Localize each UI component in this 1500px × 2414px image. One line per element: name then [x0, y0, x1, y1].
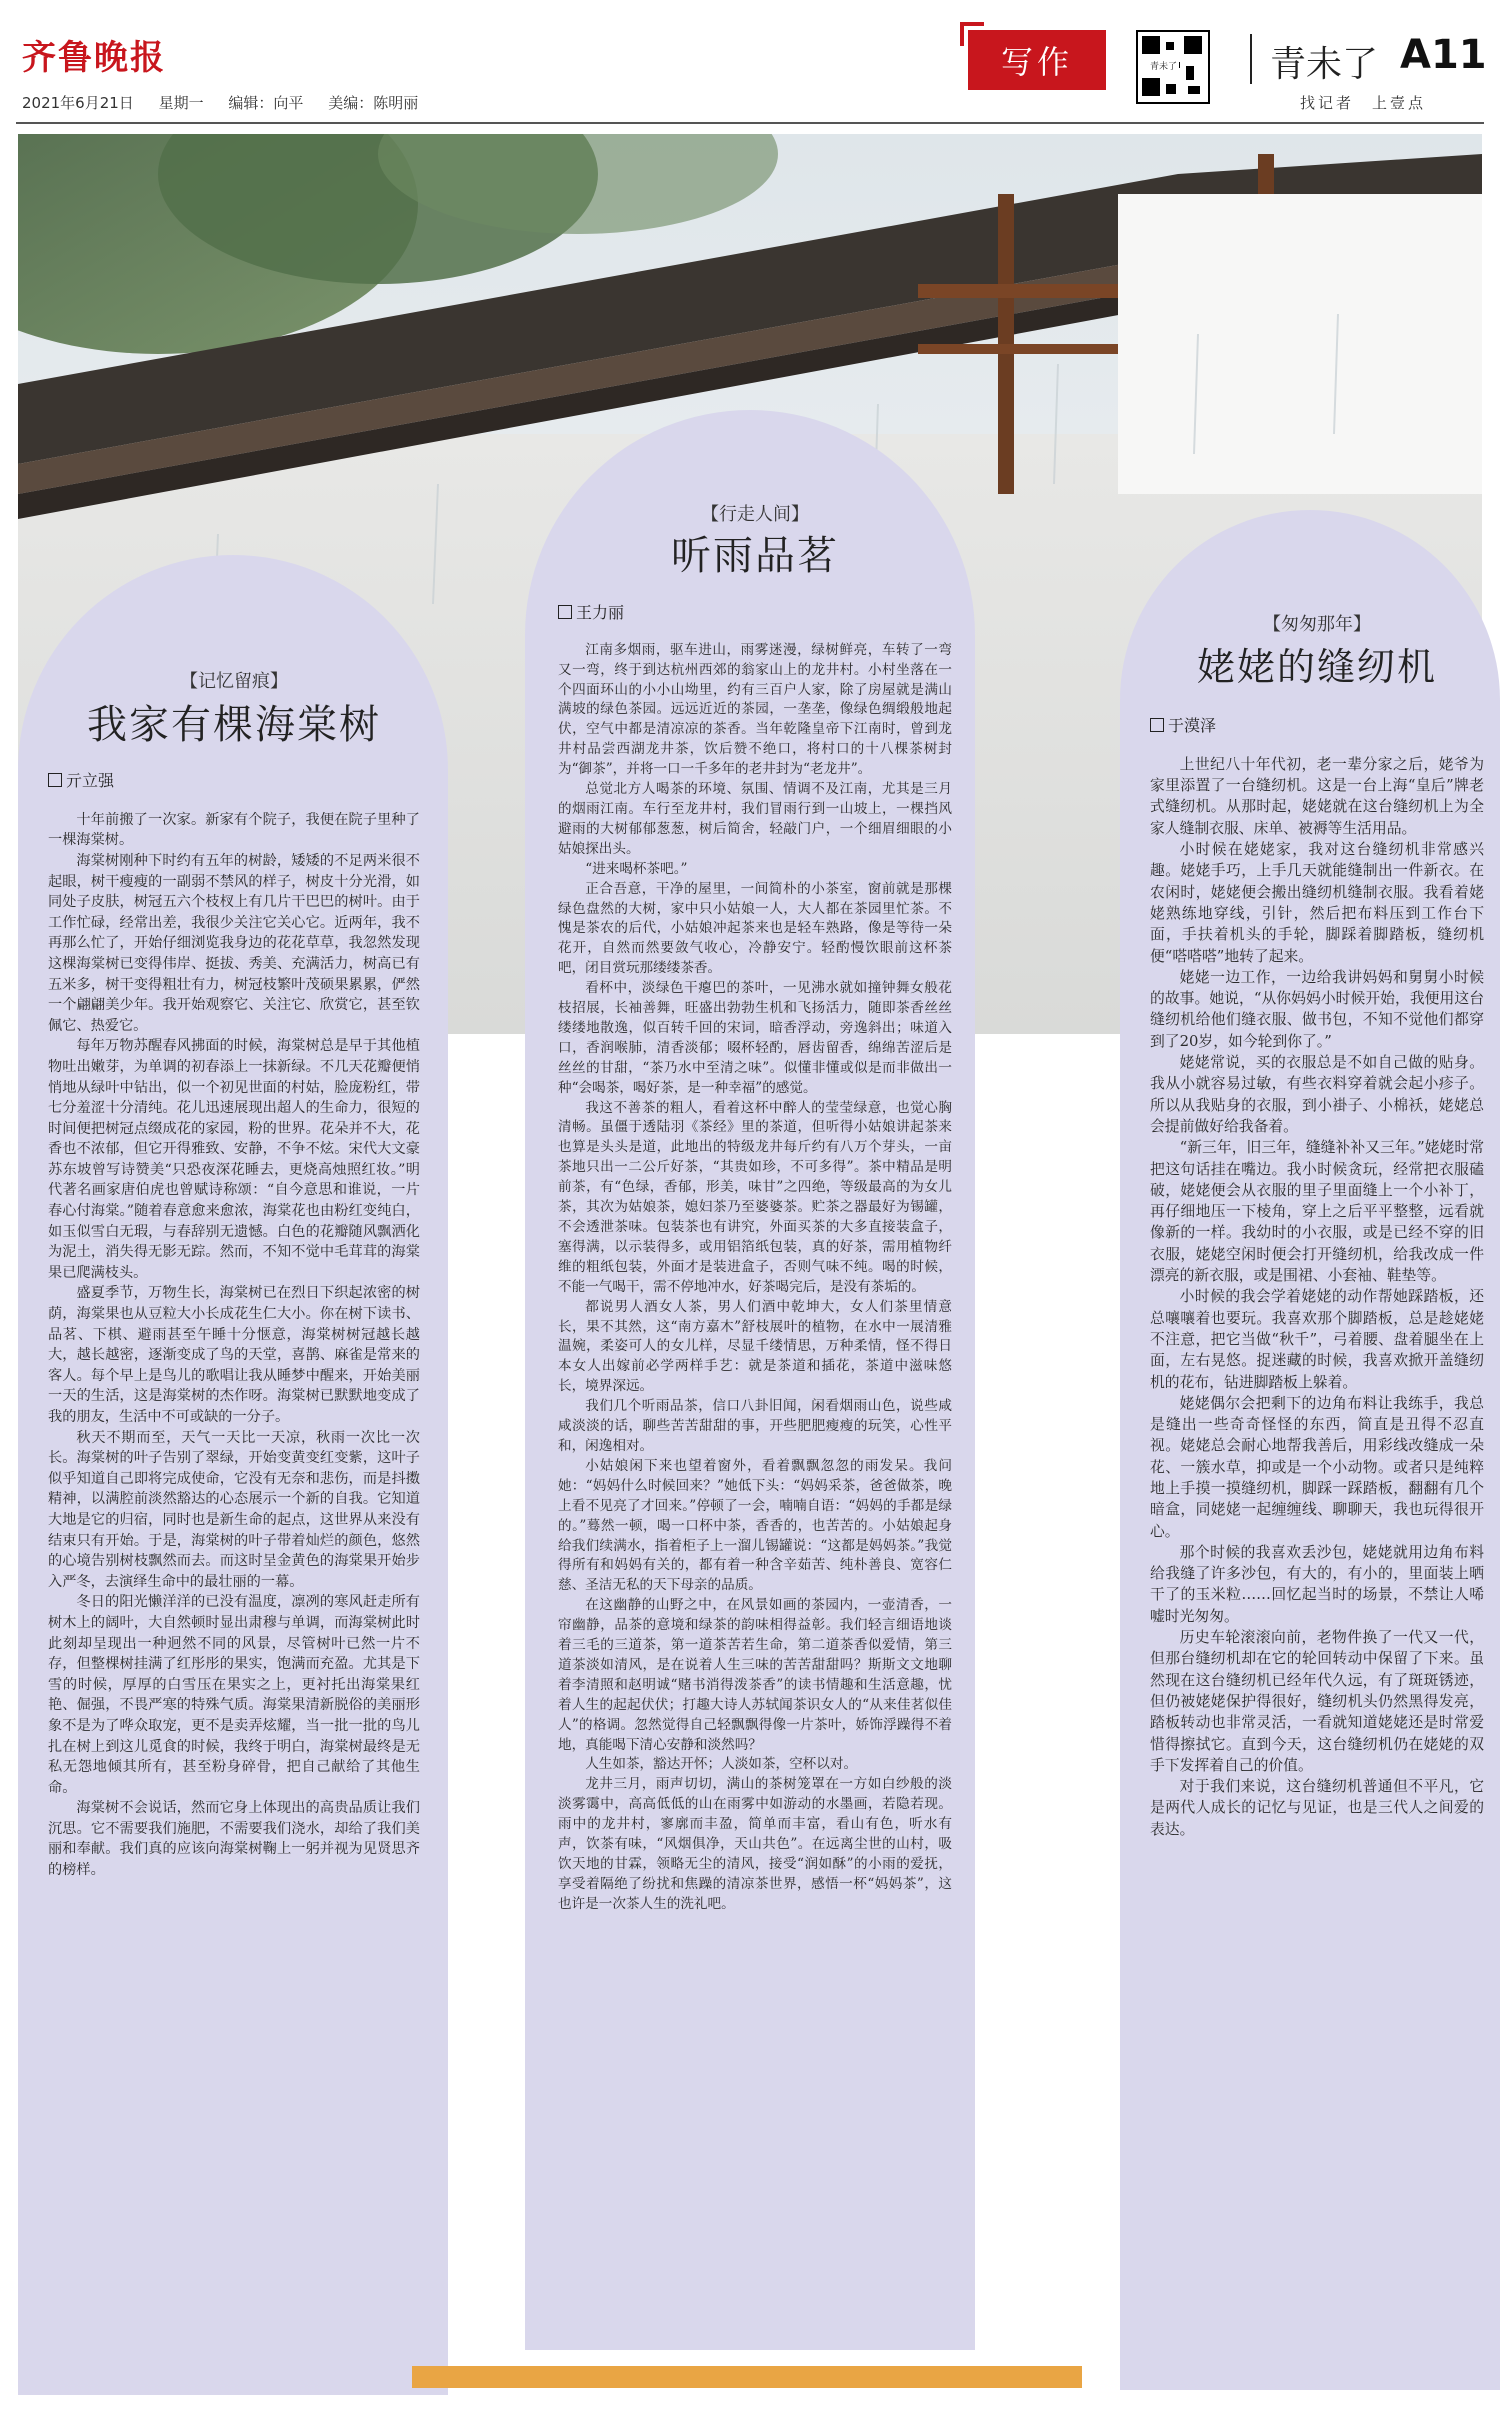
page-number: A11 — [1400, 32, 1487, 78]
article-author: 于漠泽 — [1150, 715, 1484, 736]
paragraph: 我们几个听雨品茶，信口八卦旧闻，闲看烟雨山色，说些咸咸淡淡的话，聊些苦苦甜甜的事，开些肥肥瘦瘦的玩笑，心性平和，闲逸相对。 — [558, 1398, 952, 1454]
slogan: 找记者 上壹点 — [1300, 94, 1427, 112]
paragraph: 历史车轮滚滚向前，老物件换了一代又一代，但那台缝纫机却在它的轮回转动中保留了下来。虽然现在这台缝纫机已经年代久远，有了斑斑锈迹，但仍被姥姥保护得很好，缝纫机头仍然黑得发亮，踏板转动也非常灵活，一看就知道姥姥还是时常爱惜得擦拭它。直到今天，这台缝纫机仍在姥姥的双手下发挥着自己的价值。 — [1150, 1629, 1484, 1774]
weekday: 星期一 — [158, 94, 204, 112]
header-rule — [16, 122, 1484, 124]
paragraph: 海棠树不会说话，然而它身上体现出的高贵品质让我们沉思。它不需要我们施肥，不需要我们浇水，却给了我们美丽和奉献。我们真的应该向海棠树鞠上一躬并视为见贤思齐的榜样。 — [48, 1800, 420, 1879]
header-divider — [1250, 34, 1252, 84]
paragraph: 小姑娘闲下来也望着窗外，看着飘飘忽忽的雨发呆。我问她：“妈妈什么时候回来？”她低下头：“妈妈采茶，爸爸做茶，晚上看不见亮了才回来。”停顿了一会，喃喃自语：“妈妈的手都是绿的。”蓦然一顿，喝一口杯中茶，香香的，也苦苦的。小姑娘起身给我们续满水，指着柜子上一溜儿锡罐说：“这都是妈妈茶。”我觉得所有和妈妈有关的，都有着一种含辛茹苦、纯朴善良、宽容仁慈、圣洁无私的天下母亲的品质。 — [558, 1457, 952, 1594]
bottom-accent-bar — [412, 2366, 1082, 2388]
paragraph: 海棠树刚种下时约有五年的树龄，矮矮的不足两米很不起眼，树干瘦瘦的一副弱不禁风的样子，树皮十分光滑，如同处子皮肤，树冠五六个枝杈上有几片干巴巴的树叶。由于工作忙碌，经常出差，我很少关注它关心它。近两年，我不再那么忙了，开始仔细浏览我身边的花花草草，我忽然发现这棵海棠树已变得伟岸、挺拔、秀美、充满活力，树高已有五米多，树干变得粗壮有力，树冠枝繁叶茂硕果累累，俨然一个翩翩美少年。我开始观察它、关注它、欣赏它，甚至钦佩它、热爱它。 — [48, 852, 420, 1034]
page-title: 青未了 — [1270, 44, 1379, 85]
qr-label: 青未了 — [1148, 58, 1179, 73]
paragraph: 在这幽静的山野之中，在风景如画的茶园内，一壶清香，一帘幽静，品茶的意境和绿茶的韵味相得益彰。我们轻言细语地谈着三毛的三道茶，第一道茶苦若生命，第二道茶香似爱情，第三道茶淡如清风，是在说着人生三味的苦苦甜甜吗？斯斯文文地聊着李清照和赵明诚“赌书消得泼茶香”的读书情趣和生活意趣，忧着人生的起起伏伏；打趣大诗人苏轼闻茶识女人的“从来佳茗似佳人”的格调。忽然觉得自己轻飘飘得像一片茶叶，娇饰浮躁得不着地，真能喝下清心安静和淡然吗？ — [558, 1597, 952, 1753]
article-title: 听雨品茗 — [671, 532, 839, 579]
designer: 美编：陈明丽 — [328, 94, 419, 112]
article-author: 亓立强 — [48, 771, 420, 792]
article-tag: 【行走人间】 — [701, 504, 809, 525]
paragraph: 十年前搬了一次家。新家有个院子，我便在院子里种了一棵海棠树。 — [48, 811, 420, 849]
paragraph: 总觉北方人喝茶的环境、氛围、情调不及江南，尤其是三月的烟雨江南。车行至龙井村，我们冒雨行到一山坡上，一棵挡风避雨的大树郁郁葱葱，树后简舍，轻敲门户，一个细眉细眼的小姑娘探出头。 — [558, 781, 952, 857]
article-sewing — [1150, 614, 1484, 1840]
paragraph: 江南多烟雨，驱车进山，雨雾迷漫，绿树鲜亮，车转了一弯又一弯，终于到达杭州西郊的翁家山上的龙井村。小村坐落在一个四面环山的小小山坳里，约有三百户人家，除了房屋就是满山满坡的绿色茶园。远远近近的茶园，一垄垄，像绿色绸缎般地起伏，空气中都是清凉凉的茶香。当年乾隆皇帝下江南时，曾到龙井村品尝西湖龙井茶，饮后赞不绝口，将村口的十八棵茶树封为“御茶”，并将一口一千多年的老井封为“老龙井”。 — [558, 641, 952, 778]
article-tea — [558, 505, 952, 1915]
dateline — [22, 92, 438, 113]
paragraph: “进来喝杯茶吧。” — [585, 860, 688, 877]
paragraph: 上世纪八十年代初，老一辈分家之后，姥爷为家里添置了一台缝纫机。这是一台上海“皇后”牌老式缝纫机。从那时起，姥姥就在这台缝纫机上为全家人缝制衣服、床单、被褥等生活用品。 — [1150, 755, 1484, 837]
article-tag: 【记忆留痕】 — [180, 671, 288, 692]
paragraph: 盛夏季节，万物生长，海棠树已在烈日下织起浓密的树荫，海棠果也从豆粒大小长成花生仁大小。你在树下读书、品茗、下棋、避雨甚至午睡十分惬意，海棠树树冠越长越大，越长越密，逐渐变成了鸟的天堂，喜鹊、麻雀是常来的客人。每个早上是鸟儿的歌唱让我从睡梦中醒来，开始美丽一天的生活，这是海棠树的杰作呀。海棠树已默默地变成了我的朋友，生活中不可或缺的一分子。 — [48, 1285, 420, 1425]
paragraph: 姥姥偶尔会把剩下的边角布料让我练手，我总是缝出一些奇奇怪怪的东西，简直是丑得不忍直视。姥姥总会耐心地帮我善后，用彩线改缝成一朵花、一簇水草，抑或是一个小动物。或者只是纯粹地上手摸一摸缝纫机，脚踩一踩踏板，翻翻有几个暗盒，同姥姥一起缠缠线、聊聊天，我也玩得很开心。 — [1150, 1394, 1484, 1540]
newspaper-logo: 齐鲁晚报 — [22, 38, 166, 78]
paragraph: 每年万物苏醒春风拂面的时候，海棠树总是早于其他植物吐出嫩芽，为单调的初春添上一抹新绿。不几天花瓣便悄悄地从绿叶中钻出，似一个初见世面的村姑，脸庞粉红，带七分羞涩十分清纯。花儿迅速展现出超人的生命力，很短的时间便把树冠点缀成花的家园，粉的世界。花朵并不大，花香也不浓郁，但它开得雅致、安静，不争不炫。宋代大文豪苏东坡曾写诗赞美“只恐夜深花睡去，更烧高烛照红妆。”明代著名画家唐伯虎也曾赋诗称颂：“自今意思和谁说，一片春心付海棠。”随着春意愈来愈浓，海棠花也由粉红变纯白，如玉似雪白无瑕，与春辞别无遗憾。白色的花瓣随风飘洒化为泥土，消失得无影无踪。然而，不知不觉中毛茸茸的海棠果已爬满枝头。 — [48, 1038, 420, 1281]
paragraph: 姥姥一边工作，一边给我讲妈妈和舅舅小时候的故事。她说，“从你妈妈小时候开始，我便用这台缝纫机给他们缝衣服、做书包，不知不觉他们都穿到了20岁，如今轮到你了。” — [1150, 968, 1484, 1050]
date: 2021年6月21日 — [22, 94, 134, 112]
article-haitang — [48, 672, 420, 1881]
paragraph: 正合吾意，干净的屋里，一间简朴的小茶室，窗前就是那棵绿色盘然的大树，家中只小姑娘一人，大人都在茶园里忙茶。不愧是茶农的后代，小姑娘冲起茶来也是轻车熟路，像是等待一朵花开，自然而然要敛气收心，冷静安宁。轻酌慢饮眼前这杯茶吧，闭目赏玩那缕缕茶香。 — [558, 880, 952, 977]
paragraph: 人生如茶，豁达开怀；人淡如茶，空杯以对。 — [585, 1756, 858, 1773]
article-title: 姥姥的缝纫机 — [1196, 645, 1437, 690]
paragraph: 我这不善茶的粗人，看着这杯中醉人的莹莹绿意，也觉心胸清畅。虽僵于透陆羽《茶经》里的茶道，但听得小姑娘讲起茶来也算是头头是道，此地出的特级龙井每斤约有八万个芽头，一亩茶地只出一二公斤好茶，“其贵如珍，不可多得”。茶中精品是明前茶，有“色绿，香郁，形美，味甘”之四绝，等级最高的为女儿茶，其次为姑娘茶，媳妇茶乃至婆婆茶。贮茶之器最好为锡罐，不会透泄茶味。包装茶也有讲究，外面买茶的大多直接装盒子，塞得满，以示装得多，或用铝箔纸包装，真的好茶，需用植物纤维的粗纸包装，外面才是装进盒子，否则气味不纯。喝的时候，不能一气喝干，需不停地冲水，好茶喝完后，是没有茶垢的。 — [558, 1099, 952, 1295]
paragraph: 姥姥常说，买的衣服总是不如自己做的贴身。我从小就容易过敏，有些衣料穿着就会起小疹子。所以从我贴身的衣服，到小褂子、小棉袄，姥姥总会提前做好给我备着。 — [1150, 1054, 1484, 1135]
paragraph: 看杯中，淡绿色干瘪巴的茶叶，一见沸水就如撞钟舞女般花枝招展，长袖善舞，旺盛出勃勃生机和飞扬活力，随即茶香丝丝缕缕地散逸，似百转千回的宋词，暗香浮动，旁逸斜出；味道入口，香润喉肺，清香淡郁；啜杯轻酌，唇齿留香，绵绵苦涩后是丝丝的甘甜，“茶乃水中至清之味”。似懂非懂或似是而非做出一种“会喝茶，喝好茶，是一种幸福”的感觉。 — [558, 980, 952, 1096]
paragraph: 都说男人酒女人茶，男人们酒中乾坤大，女人们茶里情意长，果不其然，这“南方嘉木”舒枝展叶的植物，在水中一展清雅温婉，柔姿可人的女儿样，尽显千缕情思，万种柔情，怪不得日本女人出嫁前必学两样手艺：就是茶道和插花，茶道中滋味悠长，境界深远。 — [558, 1298, 952, 1395]
paragraph: 冬日的阳光懒洋洋的已没有温度，凛冽的寒风赶走所有树木上的阔叶，大自然顿时显出肃穆与单调，而海棠树此时此刻却呈现出一种迥然不同的风景，尽管树叶已然一片不存，但整棵树挂满了红彤彤的果实，饱满而充盈。尤其是下雪的时候，厚厚的白雪压在果实之上，更衬托出海棠果红艳、倔强，不畏严寒的特殊气质。海棠果清新脱俗的美丽形象不是为了哗众取宠，更不是卖弄炫耀，当一批一批的鸟儿扎在树上到这儿觅食的时候，我终于明白，海棠树最终是无私无怨地倾其所有，甚至粉身碎骨，把自己献给了其他生命。 — [48, 1594, 420, 1796]
article-author: 王力丽 — [558, 603, 952, 623]
paragraph: “新三年，旧三年，缝缝补补又三年。”姥姥时常把这句话挂在嘴边。我小时候贪玩，经常把衣服磕破，姥姥便会从衣服的里子里面缝上一个小补丁，再仔细地压一下棱角，穿上之后平平整整，远看就像新的一样。我幼时的小衣服，或是已经不穿的旧衣服，姥姥空闲时便会打开缝纫机，给我改成一件漂亮的新衣服，或是围裙、小套袖、鞋垫等。 — [1150, 1139, 1484, 1285]
paragraph: 小时候的我会学着姥姥的动作帮她踩踏板，还总嚷嚷着也要玩。我喜欢那个脚踏板，总是趁姥姥不注意，把它当做“秋千”，弓着腰、盘着腿坐在上面，左右晃悠。捉迷藏的时候，我喜欢掀开盖缝纫机的花布，钻进脚踏板上躲着。 — [1150, 1288, 1484, 1391]
paragraph: 对于我们来说，这台缝纫机普通但不平凡，它是两代人成长的记忆与见证，也是三代人之间爱的表达。 — [1150, 1778, 1484, 1838]
paragraph: 小时候在姥姥家，我对这台缝纫机非常感兴趣。姥姥手巧，上手几天就能缝制出一件新衣。在农闲时，姥姥便会搬出缝纫机缝制衣服。我看着姥姥熟练地穿线，引针，然后把布料压到工作台下面，手扶着机头的手轮，脚踩着脚踏板，缝纫机便“嗒嗒嗒”地转了起来。 — [1150, 841, 1484, 965]
section-badge: 写作 — [968, 30, 1106, 90]
paragraph: 那个时候的我喜欢丢沙包，姥姥就用边角布料给我缝了许多沙包，有大的，有小的，里面装上晒干了的玉米粒……回忆起当时的场景，不禁让人唏嘘时光匆匆。 — [1150, 1543, 1484, 1625]
article-title: 我家有棵海棠树 — [87, 701, 381, 748]
paragraph: 秋天不期而至，天气一天比一天凉，秋雨一次比一次长。海棠树的叶子告别了翠绿，开始变黄变红变紫，这叶子似乎知道自己即将完成使命，它没有无奈和悲伤，而是抖擞精神，以满腔前淡然豁达的心态展示一个新的自我。它知道大地是它的归宿，同时也是新生命的起点，这世界从来没有结束只有开始。于是，海棠树的叶子带着灿烂的颜色，悠然的心境告别树枝飘然而去。而这时呈金黄色的海棠果开始步入严冬，去演绎生命中的最壮丽的一幕。 — [48, 1429, 420, 1590]
editor: 编辑：向平 — [228, 94, 304, 112]
article-tag: 【匆匆那年】 — [1263, 614, 1371, 635]
masthead — [0, 0, 1500, 125]
paragraph: 龙井三月，雨声切切，满山的茶树笼罩在一方如白纱般的淡淡雾霭中，高高低低的山在雨雾中如游动的水墨画，若隐若现。雨中的龙井村，寥廓而丰盈，简单而丰富，看山有色，听水有声，饮茶有味，“风烟俱净，天山共色”。在远离尘世的山村，吸饮天地的甘霖，领略无尘的清风，接受“润如酥”的小雨的爱抚，享受着隔绝了纷扰和焦躁的清凉茶世界，感悟一杯“妈妈茶”，这也许是一次茶人生的洗礼吧。 — [558, 1776, 952, 1912]
